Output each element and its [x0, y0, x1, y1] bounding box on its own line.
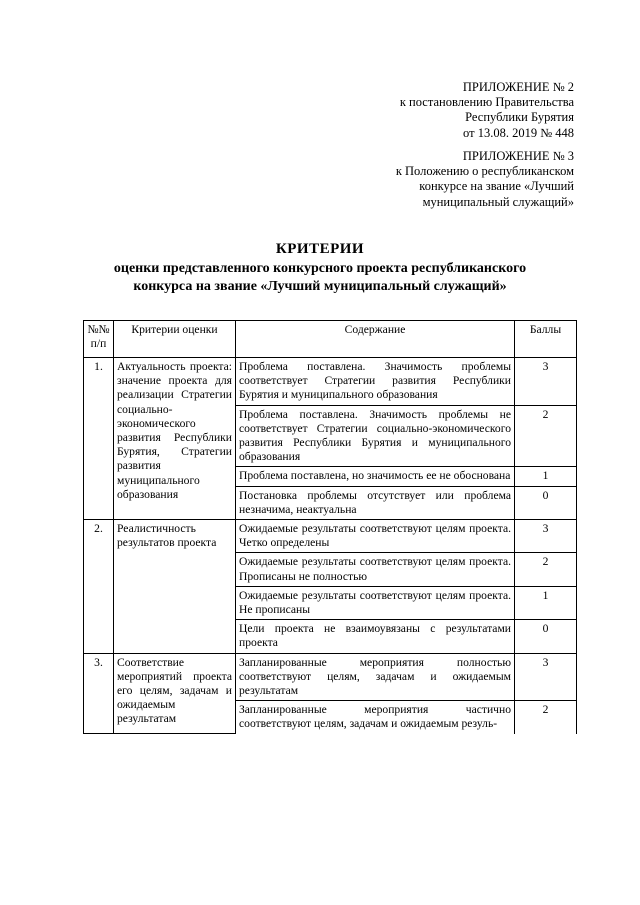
appendix-2-to-resolution: к постановлению Правительства — [399, 95, 574, 110]
score-cell: 2 — [515, 405, 577, 467]
score-cell: 2 — [515, 553, 577, 586]
appendix-3-header — [396, 149, 574, 210]
table-row — [84, 653, 577, 701]
criteria-table — [83, 320, 577, 734]
title-subtitle-line-2: конкурса на звание «Лучший муниципальный служащий» — [133, 278, 507, 294]
content-cell: Цели проекта не взаимоувязаны с результатами проекта — [236, 620, 515, 653]
criterion-name: Соответствие мероприятий проекта его целям, задачам и ожидаемым результатам — [114, 653, 236, 734]
appendix-2-date-number: от 13.08. 2019 № 448 — [463, 125, 574, 140]
appendix-2-republic: Республики Бурятия — [465, 110, 574, 125]
content-cell: Ожидаемые результаты соответствуют целям проекта. Четко определены — [236, 520, 515, 553]
document-title — [0, 240, 640, 295]
header-num: №№ п/п — [84, 321, 114, 358]
criterion-name: Актуальность проекта: значение проекта для реализации Стратегии социально-экономического развития Республики Бурятия, Стратегии развития муниципального образования — [114, 358, 236, 520]
appendix-2-number: ПРИЛОЖЕНИЕ № 2 — [462, 80, 574, 94]
content-cell: Ожидаемые результаты соответствуют целям проекта. Прописаны не полностью — [236, 553, 515, 586]
score-cell: 3 — [515, 653, 577, 701]
appendix-3-number: ПРИЛОЖЕНИЕ № 3 — [462, 149, 574, 163]
score-cell: 0 — [515, 620, 577, 653]
header-criterion: Критерии оценки — [114, 321, 236, 358]
content-cell: Запланированные мероприятия полностью соответствуют целям, задачам и ожидаемым результатам — [236, 653, 515, 701]
score-cell: 3 — [515, 520, 577, 553]
score-cell: 1 — [515, 586, 577, 619]
score-cell: 3 — [515, 358, 577, 406]
criterion-number: 3. — [84, 653, 114, 734]
appendix-3-contest-line: конкурсе на звание «Лучший — [419, 179, 574, 194]
header-content: Содержание — [236, 321, 515, 358]
score-cell: 1 — [515, 467, 577, 486]
title-subtitle-line-1: оценки представленного конкурсного проекта республиканского — [113, 261, 527, 276]
content-cell: Проблема поставлена, но значимость ее не обоснована — [236, 467, 515, 486]
appendix-3-to-regulation: к Положению о республиканском — [395, 164, 574, 179]
header-score: Баллы — [515, 321, 577, 358]
content-cell: Проблема поставлена. Значимость проблемы соответствует Стратегии развития Республики Бурятия и муниципального образования — [236, 358, 515, 406]
title-main: КРИТЕРИИ — [275, 241, 365, 257]
criterion-number: 1. — [84, 358, 114, 520]
table-row — [84, 358, 577, 406]
appendix-2-header — [400, 80, 574, 141]
content-cell: Постановка проблемы отсутствует или проблема незначима, неактуальна — [236, 486, 515, 519]
content-cell: Запланированные мероприятия частично соответствуют целям, задачам и ожидаемым резуль- — [236, 701, 515, 734]
content-cell: Ожидаемые результаты соответствуют целям проекта. Не прописаны — [236, 586, 515, 619]
appendix-3-title-line: муниципальный служащий» — [422, 194, 574, 209]
score-cell: 0 — [515, 486, 577, 519]
table-header-row — [84, 321, 577, 358]
criterion-name: Реалистичность результатов проекта — [114, 520, 236, 654]
criterion-number: 2. — [84, 520, 114, 654]
table-row — [84, 520, 577, 553]
score-cell: 2 — [515, 701, 577, 734]
content-cell: Проблема поставлена. Значимость проблемы не соответствует Стратегии социально-экономического развития Республики Бурятия и муниципального образования — [236, 405, 515, 467]
